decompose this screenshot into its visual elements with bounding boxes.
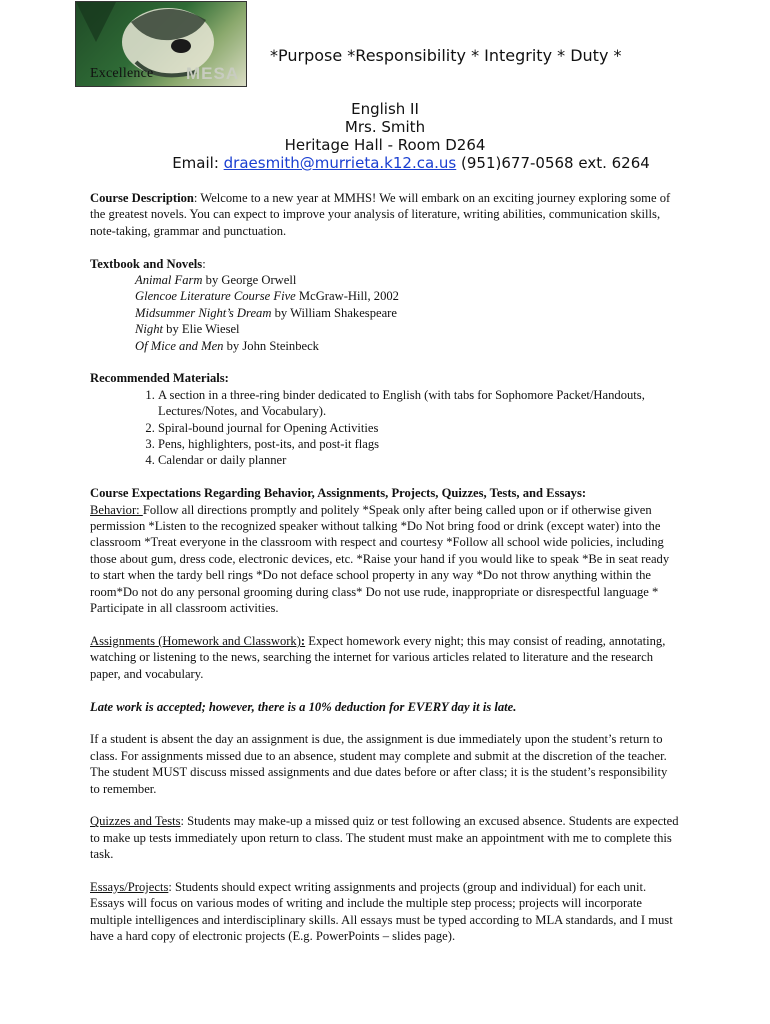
email-label: Email: — [172, 154, 219, 172]
quizzes-section — [90, 813, 680, 862]
expectations-heading: Course Expectations Regarding Behavior, Assignments, Projects, Quizzes, Tests, and Essays: — [90, 486, 587, 501]
list-item: 3. Pens, highlighters, post-its, and post-it flags — [158, 436, 680, 452]
behavior-label: Behavior: — [90, 502, 143, 517]
course-description — [90, 190, 680, 239]
syllabus-body — [90, 190, 680, 961]
materials-list — [90, 387, 680, 469]
phone: (951)677-0568 ext. 6264 — [461, 154, 650, 172]
email-link[interactable]: draesmith@murrieta.k12.ca.us — [223, 154, 457, 172]
essays-section — [90, 879, 680, 945]
school-logo — [75, 1, 247, 87]
room: Heritage Hall - Room D264 — [284, 136, 486, 154]
course-description-label: Course Description — [90, 191, 194, 205]
behavior-section — [90, 502, 680, 617]
list-item: 1. A section in a three-ring binder dedicated to English (with tabs for Sophomore Packet/Handouts, Lectures/Notes, and Vocabulary). — [158, 387, 680, 420]
logo-word-mesa: MESA — [186, 64, 240, 83]
list-item: Midsummer Night’s Dream by William Shakespeare — [135, 305, 397, 320]
essays-label: Essays/Projects — [90, 879, 169, 894]
assignments-section: Assignments (Homework and Classwork): Expect homework every night; this may consist of reading, annotating, watching or listening to the news, searching the internet for various articles related to literature and the research paper, and vocabulary. — [90, 633, 666, 681]
list-item: Of Mice and Men by John Steinbeck — [135, 338, 319, 353]
course-description-text: : Welcome to a new year at MMHS! We will embark on an exciting journey exploring some of the greatest novels. You can expect to improve your analysis of literature, writing abilities, communication skills, note-taking, grammar and punctuation. — [90, 191, 671, 238]
assignments-text: Expect homework every night; this may consist of reading, annotating, watching or listening to the news, searching the internet for various articles related to literature and the research paper, and vocabulary. — [90, 633, 666, 681]
textbook-list — [135, 272, 680, 354]
course-title: English II — [351, 100, 419, 118]
absence-policy: If a student is absent the day an assignment is due, the assignment is due immediately upon the student’s return to class. For assignments missed due to an absence, student may complete and submit at the discretion of the teacher. The student MUST discuss missed assignments and due dates before or after class; it is the student’s responsibility to remember. — [90, 732, 668, 796]
teacher-name: Mrs. Smith — [344, 118, 426, 136]
list-item: Glencoe Literature Course Five McGraw-Hill, 2002 — [135, 289, 399, 304]
behavior-text: Follow all directions promptly and politely *Speak only after being called upon or if otherwise given permission *Listen to the recognized speaker without talking *Do Not bring food or drink (except water) into the classroom *Treat everyone in the classroom with respect and courtesy *Follow all school wide policies, including those about gum, dress code, electronic devices, etc. *Raise your hand if you would like to speak *Be in seat ready to start when the tardy bell rings *Do not deface school property in any way *Do not throw anything within the room*Do not do any personal grooming during class* Do not use rude, inappropriate or disrespectful language * Participate in all classroom activities. — [90, 502, 670, 616]
list-item: Animal Farm by George Orwell — [135, 273, 297, 288]
logo-word: Excellence — [90, 66, 154, 81]
course-header — [0, 100, 770, 172]
list-item: 4. Calendar or daily planner — [158, 452, 680, 468]
late-work-policy: Late work is accepted; however, there is a 10% deduction for EVERY day it is late. — [90, 699, 517, 714]
list-item: 2. Spiral-bound journal for Opening Activities — [158, 420, 680, 436]
essays-text: : Students should expect writing assignments and projects (group and individual) for each unit. Essays will focus on various modes of writing and include the multiple step process; projects will incorporate multiple intelligences and interdisciplinary skills. All essays must be typed according to MLA standards, and I must have a hard copy of electronic projects (E.g. PowerPoints – slides page). — [90, 879, 673, 944]
assignments-label: Assignments (Homework and Classwork) — [90, 633, 301, 648]
quizzes-text: : Students may make-up a missed quiz or test following an excused absence. Students are expected to make up tests immediately upon return to class. The student must make an appointment with me to complete this task. — [90, 814, 679, 862]
textbooks-heading: Textbook and Novels: — [90, 256, 206, 271]
quizzes-label: Quizzes and Tests — [90, 814, 181, 829]
contact-line — [0, 154, 770, 172]
list-item: Night by Elie Wiesel — [135, 322, 240, 337]
motto: *Purpose *Responsibility * Integrity * Duty * — [270, 46, 622, 65]
materials-heading: Recommended Materials: — [90, 371, 229, 386]
